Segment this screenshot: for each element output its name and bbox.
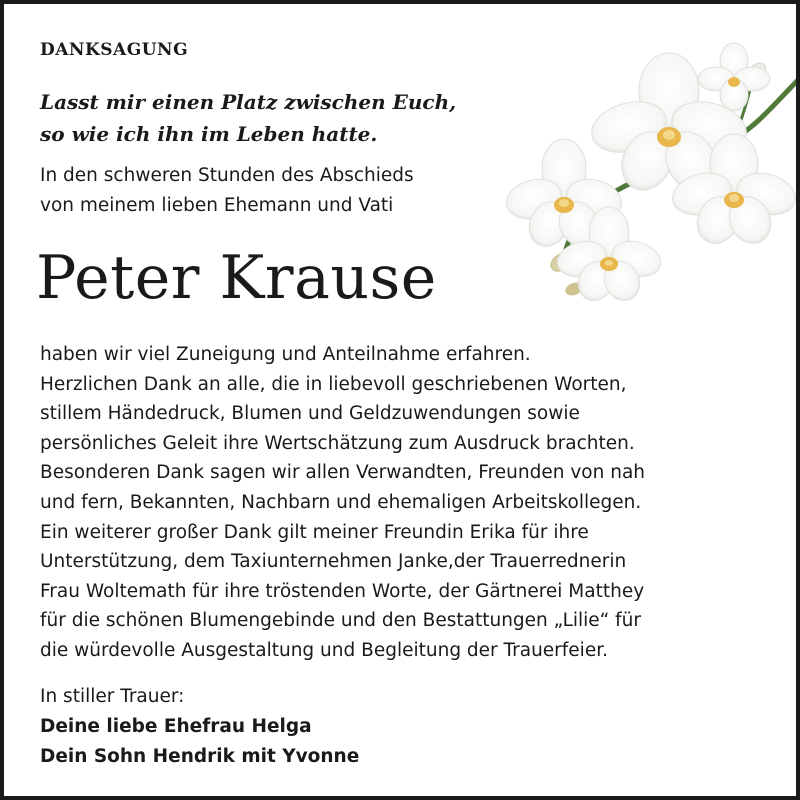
motto-line: Lasst mir einen Platz zwischen Euch,	[40, 90, 457, 114]
motto-line: so wie ich ihn im Leben hatte.	[40, 122, 378, 146]
intro-line: von meinem lieben Ehemann und Vati	[40, 195, 394, 216]
intro-text	[40, 161, 414, 221]
deceased-name: Peter Krause	[36, 243, 437, 313]
body-line: Ein weiterer großer Dank gilt meiner Freundin Erika für ihre	[40, 521, 589, 543]
body-line: stillem Händedruck, Blumen und Geldzuwendungen sowie	[40, 403, 580, 425]
signature-line: Dein Sohn Hendrik mit Yvonne	[40, 746, 360, 767]
body-line: haben wir viel Zuneigung und Anteilnahme erfahren.	[40, 344, 531, 365]
body-line: Herzlichen Dank an alle, die in liebevoll geschriebenen Worten,	[40, 373, 627, 395]
notice-heading: DANKSAGUNG	[40, 40, 189, 60]
orchid-icon	[504, 34, 800, 314]
intro-line: In den schweren Stunden des Abschieds	[40, 165, 414, 186]
body-line: die würdevolle Ausgestaltung und Begleitung der Trauerfeier.	[40, 639, 608, 661]
body-line: Besonderen Dank sagen wir allen Verwandten, Freunden von nah	[40, 462, 646, 484]
mourning-line: In stiller Trauer:	[40, 686, 185, 707]
body-line: Unterstützung, dem Taxiunternehmen Janke,der Trauerrednerin	[40, 551, 627, 573]
body-line: Frau Woltemath für ihre tröstenden Worte, der Gärtnerei Matthey	[40, 580, 645, 602]
signature-line: Deine liebe Ehefrau Helga	[40, 716, 312, 737]
acknowledgement-text	[40, 340, 645, 666]
motto-quote	[40, 86, 456, 150]
body-line: für die schönen Blumengebinde und den Bestattungen „Lilie“ für	[40, 610, 641, 632]
body-line: und fern, Bekannten, Nachbarn und ehemaligen Arbeitskollegen.	[40, 491, 642, 513]
body-line: persönliches Geleit ihre Wertschätzung zum Ausdruck brachten.	[40, 432, 635, 454]
signatures	[40, 712, 359, 772]
